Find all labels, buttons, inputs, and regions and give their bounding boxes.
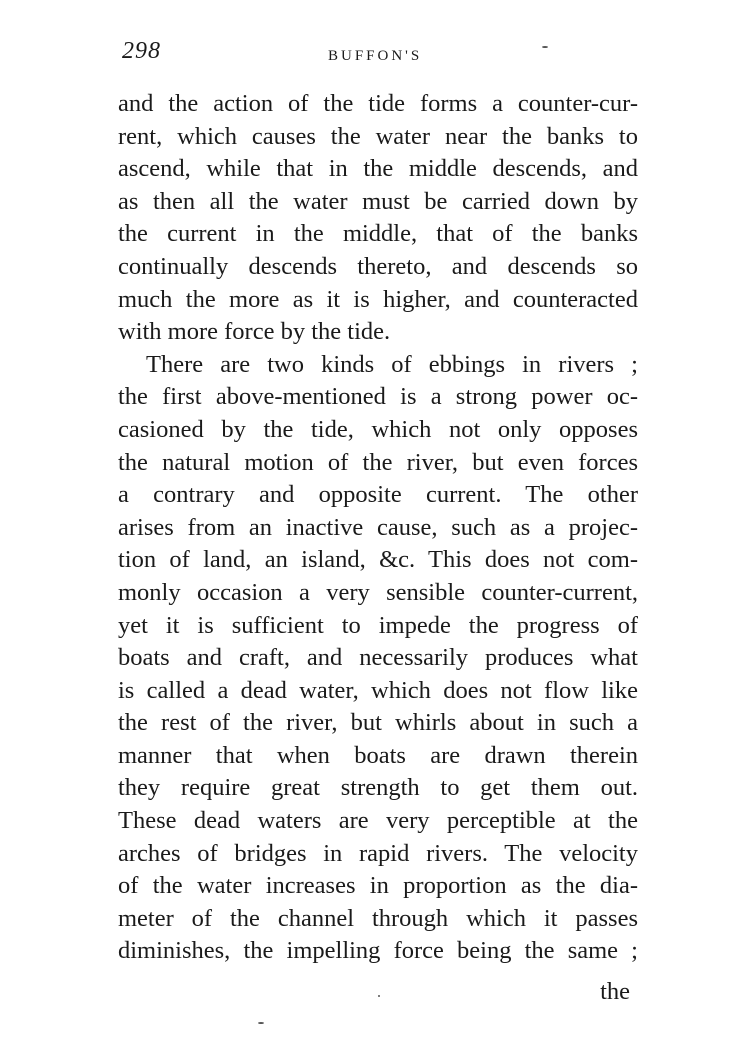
text-line: rent, which causes the water near the banks to: [118, 122, 638, 150]
catchword-row: [118, 976, 638, 1008]
page-number: 298: [122, 38, 161, 64]
body-text: [118, 88, 638, 968]
text-line: the first above-mentioned is a strong power oc-: [118, 383, 638, 411]
print-speck: [542, 46, 548, 48]
page-header: [118, 38, 638, 68]
paragraph-1: [118, 88, 638, 349]
catchword: the: [600, 978, 630, 1005]
text-line: yet it is sufficient to impede the progress of: [118, 611, 638, 639]
text-line: diminishes, the impelling force being the same ;: [118, 937, 638, 965]
text-line: the current in the middle, that of the banks: [118, 220, 638, 248]
text-line: boats and craft, and necessarily produces what: [118, 644, 638, 672]
text-line: a contrary and opposite current. The other: [118, 481, 638, 509]
text-line: of the water increases in proportion as the dia-: [118, 872, 638, 900]
text-line: These dead waters are very perceptible at the: [118, 807, 638, 835]
text-line: manner that when boats are drawn therein: [118, 741, 638, 769]
text-line: they require great strength to get them out.: [118, 774, 638, 802]
text-line: and the action of the tide forms a counter-cur-: [118, 90, 638, 117]
text-line: There are two kinds of ebbings in rivers ;: [146, 350, 638, 378]
text-line: with more force by the tide.: [118, 318, 391, 346]
print-speck: [378, 995, 380, 997]
text-line: ascend, while that in the middle descends, and: [118, 155, 638, 183]
text-line: continually descends thereto, and descends so: [118, 252, 638, 280]
text-line: arches of bridges in rapid rivers. The velocity: [118, 839, 638, 867]
text-line: is called a dead water, which does not flow like: [118, 676, 638, 704]
running-head: BUFFON'S: [328, 48, 423, 64]
text-line: meter of the channel through which it passes: [118, 904, 638, 932]
text-line: casioned by the tide, which not only opposes: [118, 415, 638, 443]
text-line: the rest of the river, but whirls about in such a: [118, 709, 638, 737]
text-line: arises from an inactive cause, such as a projec-: [118, 513, 638, 541]
text-line: monly occasion a very sensible counter-current,: [118, 578, 638, 606]
text-line: tion of land, an island, &c. This does not com-: [118, 546, 638, 574]
paragraph-2: [118, 349, 638, 968]
text-line: the natural motion of the river, but even forces: [118, 448, 638, 476]
text-line: much the more as it is higher, and counteracted: [118, 285, 638, 313]
print-speck: [258, 1022, 264, 1024]
text-line: as then all the water must be carried down by: [118, 187, 638, 215]
